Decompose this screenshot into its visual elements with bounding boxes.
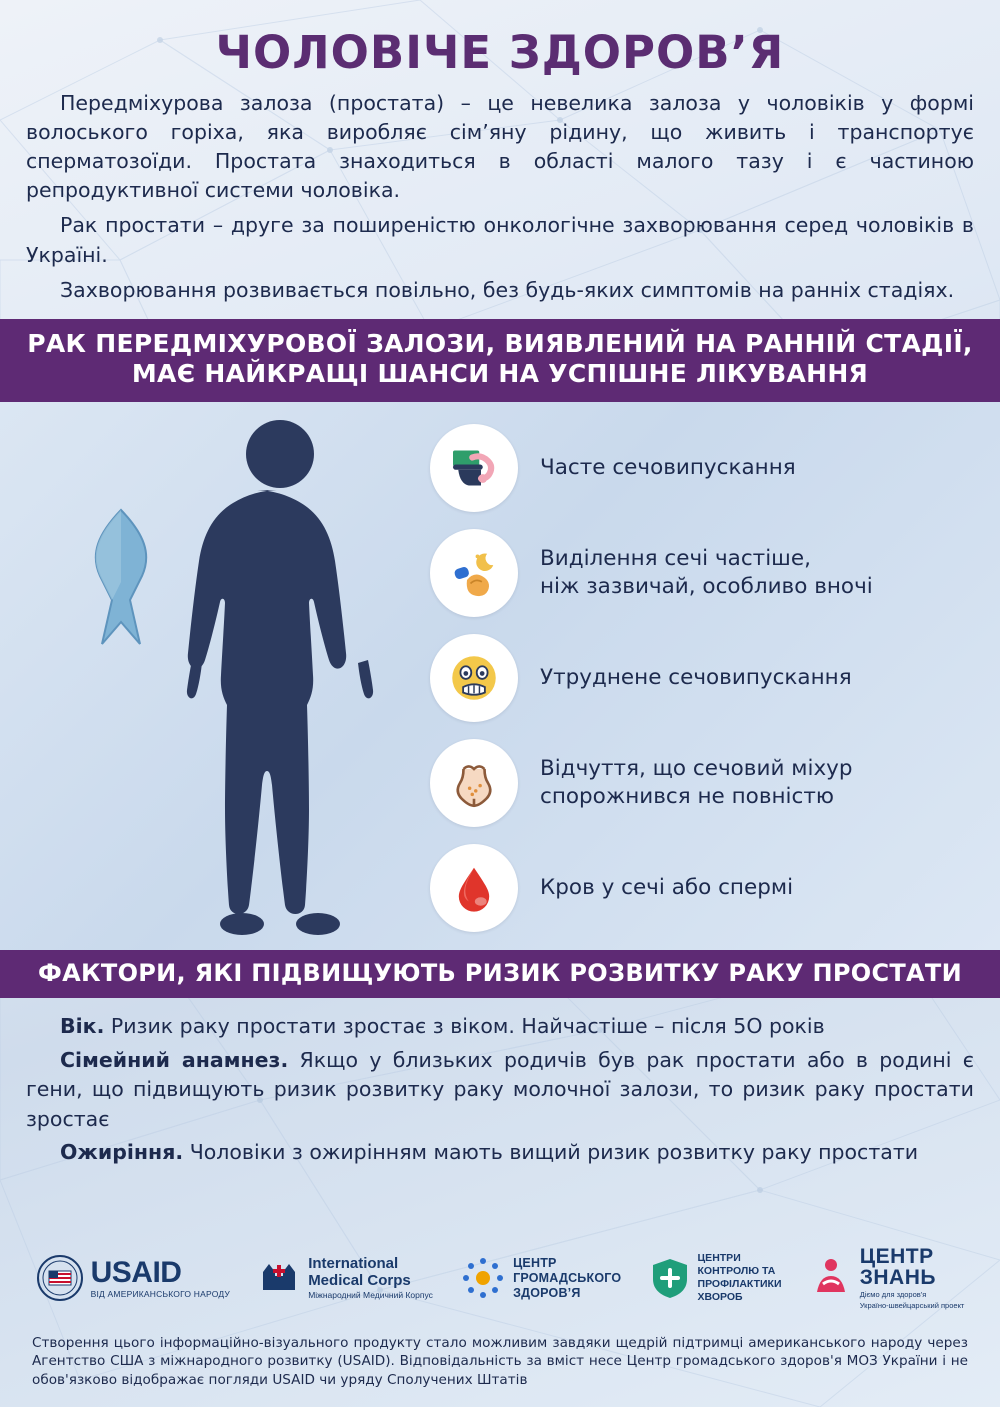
ccd-line2: КОНТРОЛЮ ТА [697,1264,776,1277]
phc-line2: ГРОМАДСЬКОГО [513,1270,622,1285]
page-title: ЧОЛОВІЧЕ ЗДОРОВ’Я [215,26,785,79]
symptom-label-3: Утруднене сечовипускання [540,665,852,691]
imc-name-line1: International [308,1255,399,1273]
banner-symptoms: РАК ПЕРЕДМІХУРОВОЇ ЗАЛОЗИ, ВИЯВЛЕНИЙ НА РАННІЙ СТАДІЇ, МАЄ НАЙКРАЩІ ШАНСИ НА УСПІШНЕ ЛІКУВАННЯ [0,319,1000,402]
risk-lead-3: Ожиріння. [60,1140,184,1165]
ck-people-icon [809,1256,853,1300]
night-urination-icon [430,529,518,617]
ccd-line4: ХВОРОБ [697,1291,743,1304]
ccd-line1: ЦЕНТРИ [697,1251,741,1264]
symptom-item-2 [430,521,990,626]
ck-sub2: Україно-швейцарський проект [859,1301,965,1310]
imc-emblem-icon [257,1256,301,1300]
disclaimer-text: Створення цього інформаційно-візуального продукту стало можливим завдяки щедрій підтримці американського народу через Агентство США з міжнародного розвитку (USAID). Відповідальність за вміст несе Центр громадського здоров'я МОЗ України і не обов'язково відображає погляди USAID чи уряду Сполучених Штатів [32,1334,968,1388]
symptom-label-5: Кров у сечі або спермі [540,875,794,901]
usaid-seal-icon [36,1254,84,1302]
phc-emblem-icon [460,1255,506,1301]
symptoms-section [0,402,1000,950]
phc-line3: ЗДОРОВ’Я [513,1285,581,1300]
bladder-icon [430,739,518,827]
risk-lead-1: Вік. [60,1014,105,1039]
symptom-item-5 [430,836,990,941]
ccd-line3: ПРОФІЛАКТИКИ [697,1278,782,1290]
logo-public-health-center [460,1255,621,1301]
risk-text-1: Ризик раку простати зростає з віком. Найчастіше – після 5О років [104,1014,825,1039]
ck-sub1: Діємо для здоров'я [859,1290,927,1299]
imc-subtitle: Міжнародний Медичний Корпус [308,1289,433,1300]
straining-face-icon [430,634,518,722]
toilet-icon [430,424,518,512]
phc-line1: ЦЕНТР [513,1255,557,1270]
usaid-name: USAID [90,1256,182,1290]
risk-item-1 [26,1012,974,1042]
logo-bar [0,1241,1000,1315]
intro-paragraph-2: Рак простати – друге за поширеністю онкологічне захворювання серед чоловіків в Україні. [26,213,974,267]
imc-name-line2: Medical Corps [308,1271,411,1289]
symptom-item-3 [430,626,990,731]
symptom-list [430,416,990,941]
logo-usaid [36,1254,230,1302]
symptom-label-2: Виділення сечі частіше, ніж зазвичай, особливо вночі [540,546,873,600]
male-body-silhouette [130,412,430,942]
logo-international-medical-corps [257,1256,433,1300]
symptom-item-1 [430,416,990,521]
logo-center-disease-control [649,1252,782,1305]
risk-item-3 [26,1138,974,1168]
symptom-label-1: Часте сечовипускання [540,455,796,481]
intro-paragraph-1: Передміхурова залоза (простата) – це невелика залоза у чоловіків у формі волоського горіха, яка виробляє сім’яну рідину, що живить і транспортує сперматозоїди. Простата знаходиться в області малого тазу і є частиною репродуктивної системи чоловіка. [26,91,974,203]
ck-line2: ЗНАНЬ [859,1266,936,1289]
ck-line1: ЦЕНТР [859,1245,934,1268]
symptom-label-4: Відчуття, що сечовий міхур спорожнився не повністю [540,756,853,810]
blood-drop-icon [430,844,518,932]
risk-lead-2: Сімейний анамнез. [60,1047,289,1072]
symptom-item-4 [430,731,990,836]
risk-text-3: Чоловіки з ожирінням мають вищий ризик розвитку раку простати [183,1140,919,1165]
risk-item-2 [26,1046,974,1135]
intro-paragraph-3: Захворювання розвивається повільно, без будь-яких симптомів на ранніх стадіях. [60,277,955,302]
risk-text-2: Якщо у близьких родичів був рак простати або в родині є гени, що підвищують ризик розвитку раку молочної залози, то ризик раку простати зростає [26,1047,974,1131]
intro-section [0,0,1000,319]
banner-risk-factors: ФАКТОРИ, ЯКІ ПІДВИЩУЮТЬ РИЗИК РОЗВИТКУ РАКУ ПРОСТАТИ [0,950,1000,998]
risk-factors-section [0,998,1000,1178]
ccd-shield-icon [649,1256,691,1300]
logo-center-of-knowledge [809,1246,965,1310]
usaid-subtitle: ВІД АМЕРИКАНСЬКОГО НАРОДУ [90,1288,230,1299]
